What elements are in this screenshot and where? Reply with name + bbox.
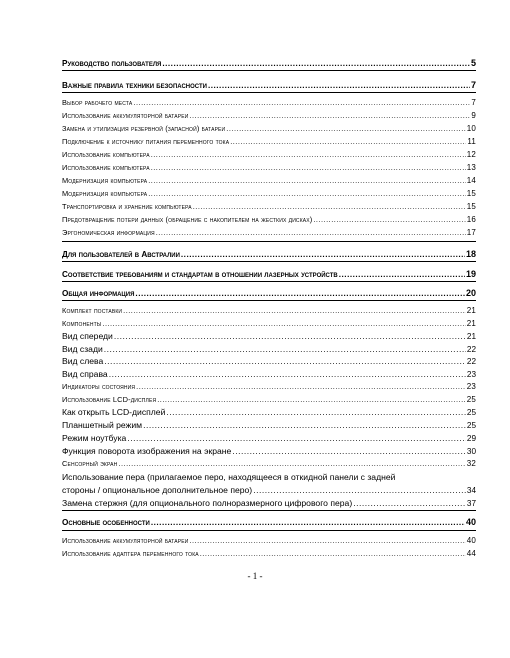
dot-leader [151,150,466,159]
dot-leader [151,518,465,527]
dot-leader [162,59,470,68]
toc-entry[interactable] [62,163,476,172]
toc-entry-title: Замена и утилизация резервной (запасной) батареи [62,124,226,133]
toc-page-number: 25 [466,408,476,417]
toc-page-number: 12 [466,150,476,159]
dot-leader [136,382,466,391]
toc-page-number: 23 [466,382,476,391]
toc-page-number: 16 [466,215,476,224]
toc-entry-title: Использование аккумуляторной батареи [62,111,189,120]
toc-section-features[interactable] [62,517,476,527]
toc-entry[interactable] [62,176,476,185]
toc-page-number: 15 [466,189,476,198]
toc-entry[interactable] [62,331,476,341]
toc-entry[interactable] [62,459,476,468]
toc-entry[interactable] [62,137,476,146]
toc-entry-title: Использование пера (прилагаемое перо, находящееся в откидной панели с задней [62,472,396,482]
section-divider [62,510,476,511]
toc-entry[interactable] [62,382,476,391]
toc-entry-title: Замена стержня (для опционального полноразмерного цифрового пера) [62,498,353,508]
dot-leader [313,215,465,224]
section-divider [62,281,476,282]
toc-page-number: 23 [466,370,476,379]
toc-entry-title: Выбор рабочего места [62,98,133,107]
dot-leader [143,420,466,430]
toc-entry-title: Индикаторы состояния [62,382,136,391]
section-divider [62,241,476,242]
dot-leader [127,433,466,443]
toc-page-number: 13 [466,163,476,172]
toc-entry-title: Руководство пользователя [62,59,162,68]
toc-entry-title: Для пользователей в Австралии [62,250,180,259]
toc-entry[interactable] [62,407,476,417]
dot-leader [148,189,466,198]
toc-page-number: 21 [466,319,476,328]
section-divider [62,300,476,301]
dot-leader [156,228,466,237]
dot-leader [104,356,466,366]
toc-entry-title: Основные особенности [62,518,150,527]
toc-page-number: 5 [470,58,476,68]
toc-entry[interactable] [62,344,476,354]
dot-leader [114,331,466,341]
dot-leader [166,407,466,417]
toc-page-number: 44 [466,549,476,558]
toc-page-number: 20 [465,288,476,298]
toc-section-safety[interactable] [62,80,476,90]
dot-leader [157,395,466,404]
toc-entry[interactable] [62,189,476,198]
toc-section-general-info[interactable] [62,288,476,298]
dot-leader [253,485,466,495]
toc-section-australia[interactable] [62,249,476,259]
toc-entry[interactable] [62,433,476,443]
toc-page-number: 21 [466,306,476,315]
toc-entry[interactable] [62,124,476,133]
toc-entry-title: Предотвращение потери данных (обращение с накопителем на жестких дисках) [62,215,313,224]
toc-page-number: 30 [466,447,476,456]
dot-leader [104,344,466,354]
toc-page-number: 25 [466,395,476,404]
toc-entry[interactable] [62,536,476,545]
toc-entry[interactable] [62,306,476,315]
dot-leader [135,289,465,298]
toc-page-number: 7 [470,80,476,90]
toc-entry[interactable] [62,98,476,107]
toc-entry-title: Комплект поставки [62,306,123,315]
toc-entry-title: Функция поворота изображения на экране [62,446,232,456]
toc-entry-title: Эргономическая информация [62,228,155,237]
toc-page-number: 9 [471,111,476,120]
dot-leader [148,176,466,185]
dot-leader [109,369,466,379]
toc-page-number: 7 [471,98,476,107]
toc-entry-title: Общая информация [62,289,135,298]
dot-leader [226,124,466,133]
toc-entry-title: Использование компьютера [62,163,150,172]
toc-page-number: 15 [466,202,476,211]
section-divider [62,261,476,262]
dot-leader [123,306,466,315]
dot-leader [230,137,466,146]
toc-page-number: 25 [466,421,476,430]
toc-page-number: 22 [466,345,476,354]
toc-entry-title: Компоненты [62,319,102,328]
toc-entry[interactable] [62,319,476,328]
section-divider [62,70,476,71]
toc-entry-title: стороны / опциональное дополнительное перо) [62,485,253,495]
dot-leader [189,111,470,120]
toc-page-number: 10 [466,124,476,133]
toc-entry[interactable] [62,498,476,508]
toc-entry[interactable] [62,549,476,558]
dot-leader [339,270,465,279]
dot-leader [232,446,466,456]
toc-entry[interactable] [62,446,476,456]
dot-leader [208,81,470,90]
toc-page-number: 11 [467,137,476,146]
toc-page-number: 19 [465,269,476,279]
toc-entry-title: Вид справа [62,369,108,379]
dot-leader [200,549,466,558]
toc-entry-title: Как открыть LCD-дисплей [62,407,166,417]
toc-entry-multiline-line1[interactable] [62,472,476,482]
toc-entry-title: Важные правила техники безопасности [62,81,207,90]
toc-page-number: 32 [466,459,476,468]
page-number: - 1 - [247,571,263,581]
toc-entry[interactable] [62,111,476,120]
toc-entry[interactable] [62,369,476,379]
dot-leader [193,202,466,211]
toc-page-number: 22 [466,357,476,366]
toc-entry-title: Модернизация компьютера [62,176,148,185]
dot-leader [133,98,470,107]
toc-entry-title: Соответствие требованиям и стандартам в отношении лазерных устройств [62,270,338,279]
toc-entry-multiline-line2[interactable] [62,485,476,495]
toc-entry-title: Использование адаптера переменного тока [62,549,199,558]
toc-page-number: 17 [466,228,476,237]
toc-entry[interactable] [62,150,476,159]
toc-page-number: 18 [465,249,476,259]
toc-page-number: 37 [466,499,476,508]
section-divider [62,92,476,93]
toc-entry-title: Режим ноутбука [62,433,127,443]
toc-entry-title: Использование компьютера [62,150,150,159]
dot-leader [181,250,465,259]
toc-section-user-guide[interactable] [62,58,476,68]
toc-page-number: 29 [466,434,476,443]
toc-entry-title: Планшетный режим [62,420,143,430]
toc-entry-title: Подключение к источнику питания переменного тока [62,137,230,146]
toc-entry[interactable] [62,202,476,211]
toc-entry[interactable] [62,215,476,224]
toc-entry-title: Сенсорный экран [62,459,118,468]
toc-entry-title: Использование аккумуляторной батареи [62,536,189,545]
section-divider [62,530,476,531]
toc-section-laser-compliance[interactable] [62,269,476,279]
toc-entry[interactable] [62,228,476,237]
dot-leader [189,536,465,545]
toc-page-number: 40 [465,517,476,527]
toc-entry[interactable] [62,420,476,430]
toc-entry-title: Вид спереди [62,331,113,341]
toc-page-number: 14 [466,176,476,185]
toc-page-number: 21 [466,332,476,341]
dot-leader [118,459,465,468]
toc-page-number: 40 [466,536,476,545]
dot-leader [353,498,466,508]
toc-entry-title: Транспортировка и хранение компьютера [62,202,192,211]
toc-entry-title: Вид сзади [62,344,103,354]
toc-page-number: 34 [466,486,476,495]
dot-leader [102,319,465,328]
toc-entry[interactable] [62,356,476,366]
toc-entry[interactable] [62,395,476,404]
toc-entry-title: Использование LCD-дисплея [62,395,157,404]
toc-entry-title: Вид слева [62,356,104,366]
toc-entry-title: Модернизация компьютера [62,189,148,198]
dot-leader [151,163,466,172]
